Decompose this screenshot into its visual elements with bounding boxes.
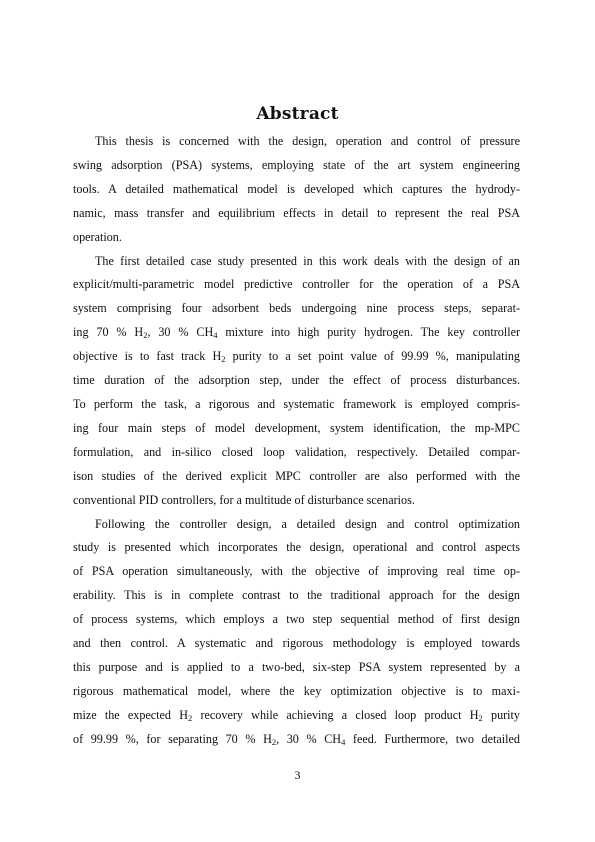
text-line: and then control. A systematic and rigorous methodology is employed towards: [73, 636, 520, 651]
text-line: of 99.99 %, for separating 70 % $H_2$, 30 % $CH_4$ feed. Furthermore, two detailed: [73, 731, 520, 747]
text-line: objective is to fast track $H_2$ purity to a set point value of 99.99 %, manipulating: [73, 349, 521, 365]
text-line: conventional PID controllers, for a multitude of disturbance scenarios.: [73, 492, 415, 507]
text-line: this purpose and is applied to a two-bed, six-step PSA system represented by a: [73, 659, 520, 674]
text-line: tools. A detailed mathematical model is developed which captures the hydrody-: [73, 181, 520, 196]
text-line: ing 70 % $H_2$, 30 % $CH_4$ mixture into high purity hydrogen. The key controller: [73, 325, 520, 341]
text-line: erability. This is in complete contrast to the traditional approach for the design: [73, 588, 520, 603]
abstract-title: Abstract: [256, 104, 339, 124]
text-line: mize the expected $H_2$ recovery while achieving a closed loop product $H_2$ purity: [73, 707, 521, 723]
text-line: rigorous mathematical model, where the key optimization objective is to maxi-: [73, 683, 520, 698]
text-line: study is presented which incorporates the design, operational and control aspects: [73, 540, 520, 555]
text-line: operation.: [73, 229, 122, 244]
text-line: Following the controller design, a detailed design and control optimization: [95, 516, 520, 531]
text-line: formulation, and in-silico closed loop validation, respectively. Detailed compar-: [73, 444, 520, 459]
text-line: To perform the task, a rigorous and systematic framework is employed compris-: [73, 396, 520, 411]
text-line: ison studies of the derived explicit MPC controller are also performed with the: [73, 468, 520, 483]
text-line: of process systems, which employs a two step sequential method of first design: [73, 612, 520, 627]
text-line: ing four main steps of model development, system identification, the mp-MPC: [73, 420, 520, 435]
page-number: 3: [294, 768, 301, 782]
text-line: The first detailed case study presented in this work deals with the design of an: [95, 253, 520, 268]
text-line: namic, mass transfer and equilibrium effects in detail to represent the real PSA: [73, 205, 520, 220]
text-line: system comprising four adsorbent beds undergoing nine process steps, separat-: [73, 301, 520, 316]
abstract-body: [73, 130, 520, 752]
text-line: swing adsorption (PSA) systems, employing state of the art system engineering: [73, 157, 520, 172]
text-line: This thesis is concerned with the design, operation and control of pressure: [95, 134, 520, 148]
text-line: time duration of the adsorption step, under the effect of process disturbances.: [73, 373, 520, 388]
text-line: of PSA operation simultaneously, with the objective of improving real time op-: [73, 564, 520, 579]
text-line: explicit/multi-parametric model predictive controller for the operation of a PSA: [73, 277, 520, 292]
